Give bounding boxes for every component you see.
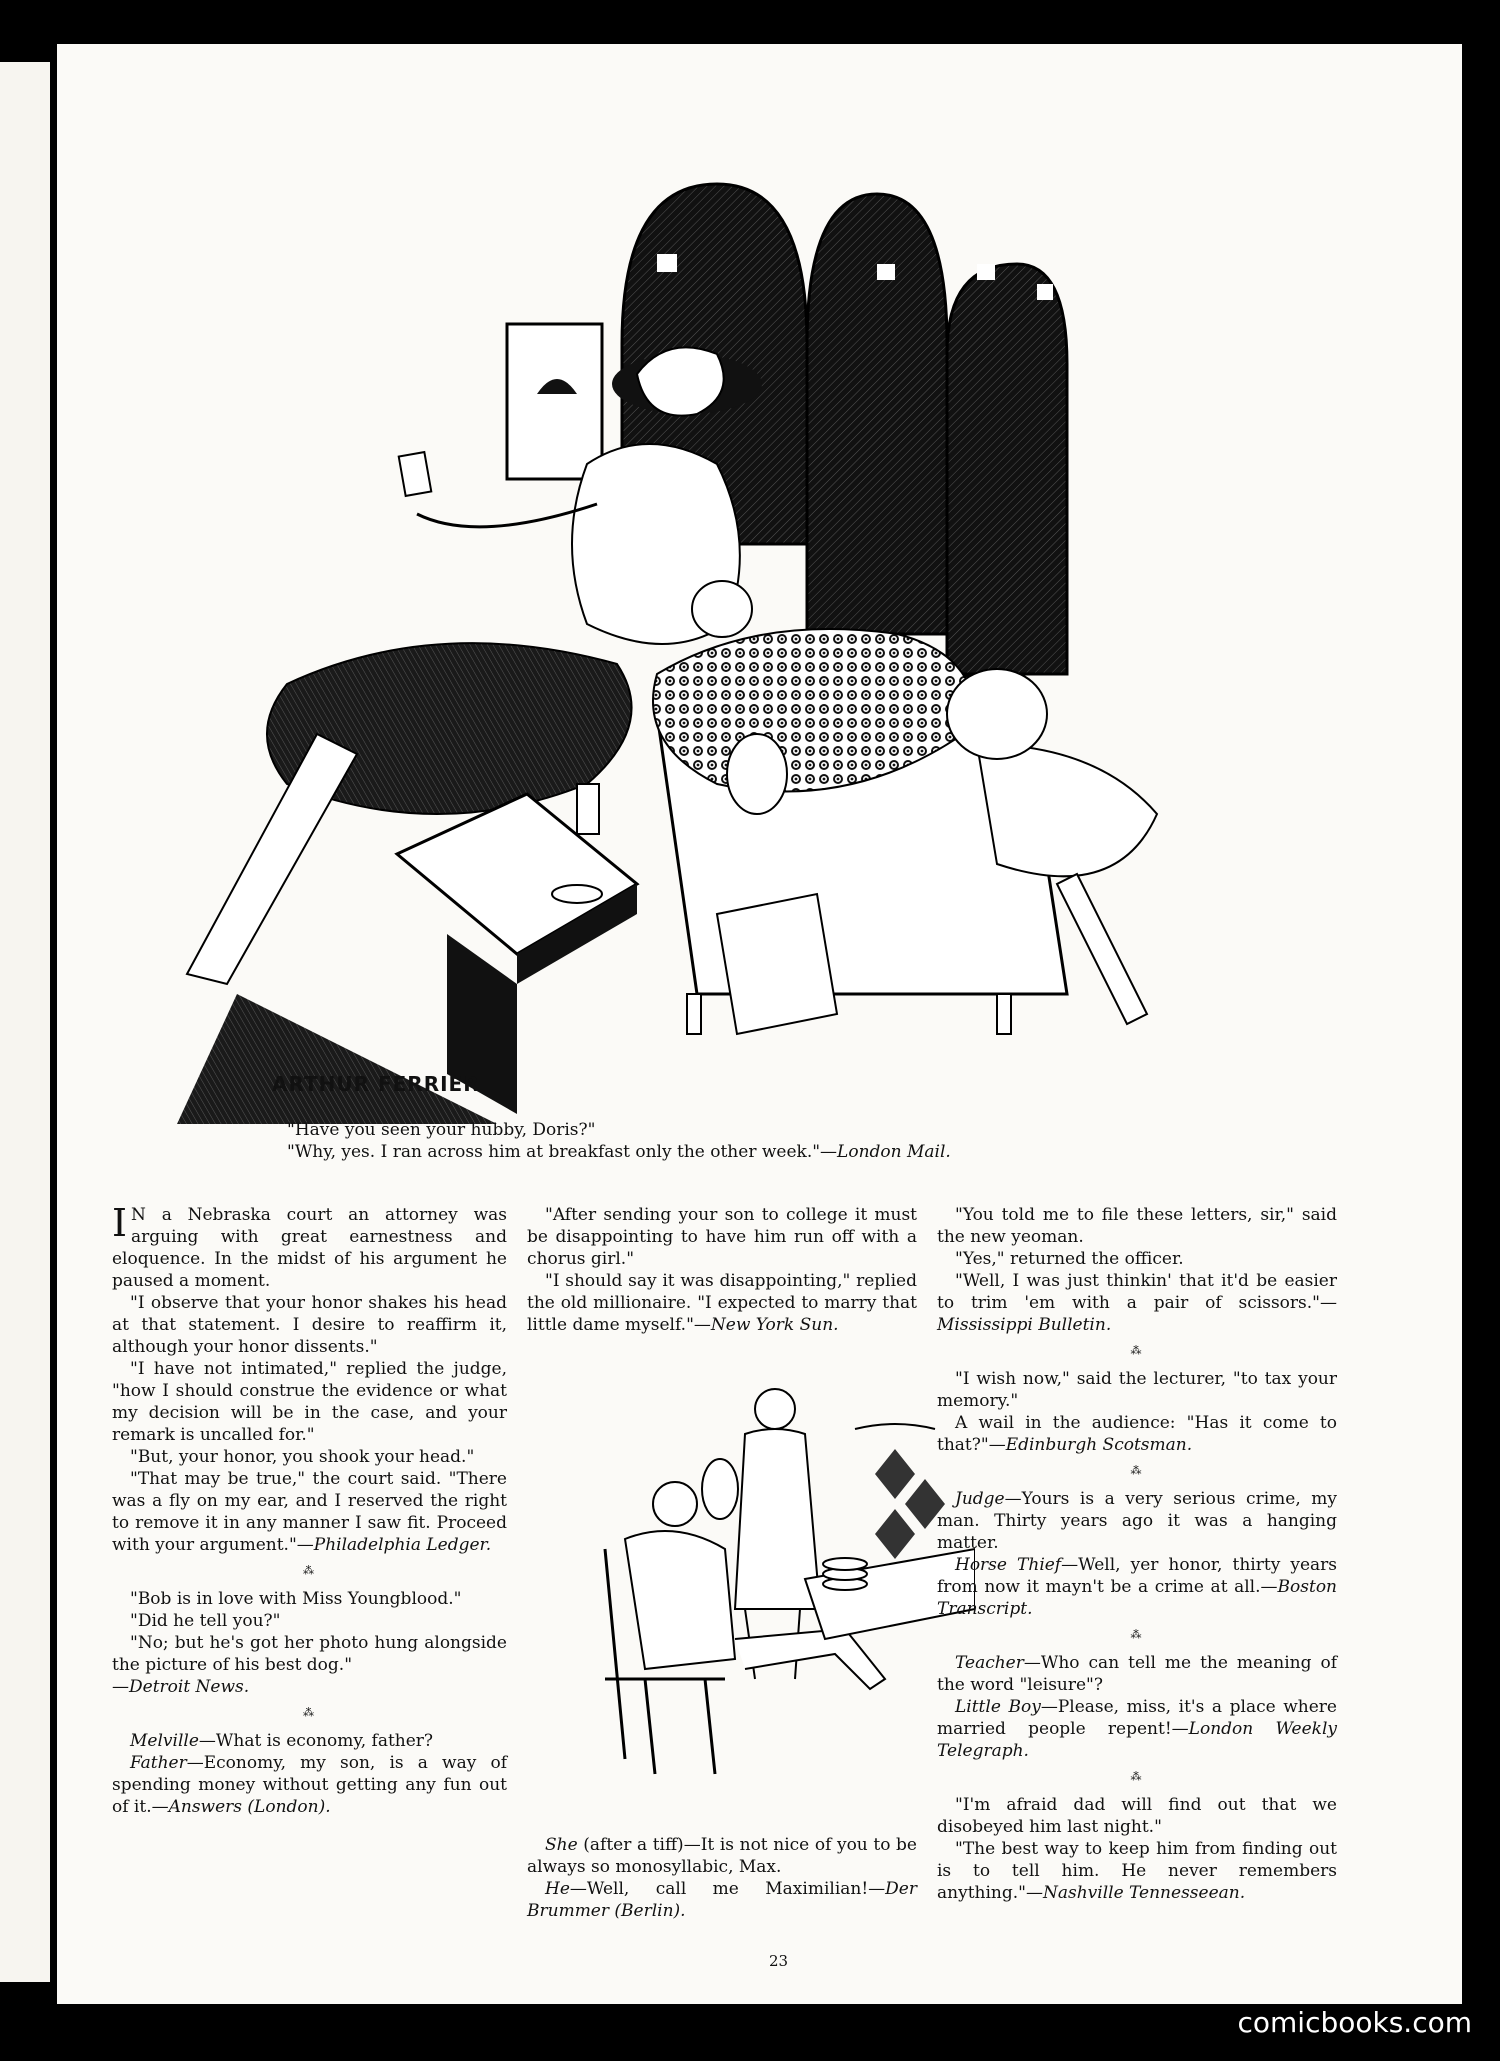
joke-paragraph: "I should say it was disappointing," replied the old millionaire. "I expected to marry that little dame myself."—New York Sun.	[527, 1271, 917, 1335]
adjacent-page-edge	[0, 62, 50, 1982]
joke-paragraph: "Did he tell you?"	[130, 1611, 281, 1631]
site-watermark: comicbooks.com	[1237, 2006, 1472, 2039]
waitress-illustration	[585, 1379, 975, 1779]
joke-paragraph: "I'm afraid dad will find out that we disobeyed him last night."	[937, 1795, 1337, 1837]
artist-signature: ARTHUR FERRIER	[272, 1072, 480, 1096]
separator-ornament: ⁂	[303, 1706, 316, 1719]
caption-line-1: "Have you seen your hubby, Doris?"	[287, 1120, 596, 1140]
text-column-2	[527, 1204, 917, 1336]
joke-paragraph: "Bob is in love with Miss Youngblood."	[130, 1589, 462, 1609]
joke-paragraph: "The best way to keep him from finding out is to tell him. He never remembers anything."—Nashville Tennesseean.	[937, 1839, 1337, 1903]
separator-ornament: ⁂	[1130, 1344, 1144, 1357]
cartoon-caption	[287, 1119, 1287, 1163]
joke-paragraph: Judge—Yours is a very serious crime, my man. Thirty years ago it was a hanging matter.	[937, 1489, 1337, 1553]
joke-paragraph: She (after a tiff)—It is not nice of you to be always so monosyllabic, Max.	[527, 1835, 917, 1877]
text-column-2-bottom	[527, 1834, 917, 1922]
joke-paragraph: "I wish now," said the lecturer, "to tax your memory."	[937, 1369, 1337, 1411]
joke-paragraph: "No; but he's got her photo hung alongside the picture of his best dog."	[112, 1633, 507, 1675]
main-illustration-drawing	[117, 114, 1267, 1124]
main-illustration	[117, 114, 1267, 1124]
joke-paragraph: A wail in the audience: "Has it come to that?"—Edinburgh Scotsman.	[937, 1413, 1337, 1455]
joke-paragraph: Horse Thief—Well, yer honor, thirty years from now it mayn't be a crime at all.—Boston Transcript.	[937, 1555, 1338, 1619]
joke-paragraph: "Yes," returned the officer.	[955, 1249, 1184, 1269]
joke-paragraph: Melville—What is economy, father?	[130, 1731, 434, 1751]
separator-ornament: ⁂	[1130, 1770, 1144, 1783]
joke-paragraph: "I observe that your honor shakes his head at that statement. I desire to reaffirm it, although your honor dissents."	[112, 1293, 507, 1357]
page-number: 23	[769, 1952, 789, 1970]
separator-ornament: ⁂	[1130, 1464, 1144, 1477]
joke-paragraph: Little Boy—Please, miss, it's a place where married people repent!—London Weekly Telegraph.	[937, 1697, 1337, 1761]
joke-paragraph: He—Well, call me Maximilian!—Der Brummer (Berlin).	[527, 1879, 917, 1921]
caption-line-2: "Why, yes. I ran across him at breakfast only the other week."—London Mail.	[287, 1142, 951, 1162]
joke-paragraph: "After sending your son to college it must be disappointing to have him run off with a chorus girl."	[527, 1205, 917, 1269]
separator-ornament: ⁂	[1130, 1628, 1144, 1641]
text-column-1	[112, 1201, 507, 1818]
joke-paragraph: "You told me to file these letters, sir," said the new yeoman.	[937, 1205, 1337, 1247]
joke-paragraph: Teacher—Who can tell me the meaning of the word "leisure"?	[937, 1653, 1337, 1695]
joke-paragraph: "I have not intimated," replied the judge, "how I should construe the evidence or what my decision will be in the case, and your remark is uncalled for."	[112, 1359, 507, 1445]
source-attribution: —Detroit News.	[112, 1677, 250, 1697]
joke-paragraph: I N a Nebraska court an attorney was arguing with great earnestness and eloquence. In the midst of his argument he paused a moment.	[112, 1201, 507, 1291]
joke-paragraph: "Well, I was just thinkin' that it'd be easier to trim 'em with a pair of scissors."—Mississippi Bulletin.	[937, 1271, 1337, 1335]
joke-paragraph: "That may be true," the court said. "There was a fly on my ear, and I reserved the right to remove it in any manner I saw fit. Proceed with your argument."—Philadelphia Ledger.	[112, 1469, 507, 1555]
joke-paragraph: Father—Economy, my son, is a way of spending money without getting any fun out of it.—Answers (London).	[112, 1753, 507, 1817]
separator-ornament: ⁂	[303, 1564, 316, 1577]
text-column-3	[937, 1204, 1337, 1904]
joke-paragraph: "But, your honor, you shook your head."	[130, 1447, 475, 1467]
waitress-illustration-drawing	[585, 1379, 975, 1779]
magazine-page	[57, 44, 1462, 2004]
